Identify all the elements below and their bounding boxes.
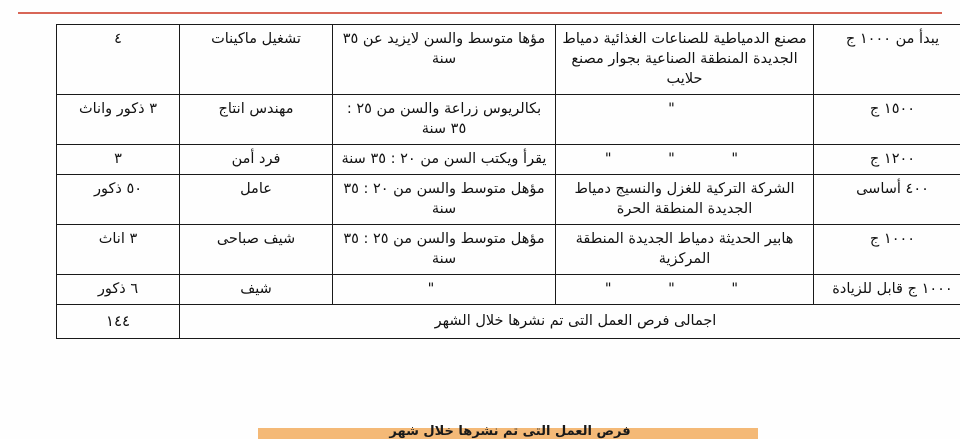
cell-conditions: مؤهل متوسط والسن من ٢٥ : ٣٥ سنة — [333, 225, 556, 275]
top-red-rule — [18, 12, 942, 14]
cell-company: " " " — [556, 275, 814, 305]
total-count: ١٤٤ — [57, 305, 180, 339]
total-label: اجمالى فرص العمل التى تم نشرها خلال الشهر — [180, 305, 960, 339]
cell-salary: ١٥٠٠ ج — [814, 95, 960, 145]
cell-job-title: عامل — [180, 175, 333, 225]
cell-job-title: مهندس انتاج — [180, 95, 333, 145]
cell-conditions: " — [333, 275, 556, 305]
table-row — [57, 225, 960, 275]
cell-job-title: شيف — [180, 275, 333, 305]
cell-company: هابير الحديثة دمياط الجديدة المنطقة المركزية — [556, 225, 814, 275]
table-row — [57, 95, 960, 145]
cell-count: ٤ — [57, 25, 180, 95]
cell-company: " — [556, 95, 814, 145]
cell-company: مصنع الدمياطية للصناعات الغذائية دمياط الجديدة المنطقة الصناعية بجوار مصنع حلايب — [556, 25, 814, 95]
table-row — [57, 25, 960, 95]
cell-salary: ١٠٠٠ ج — [814, 225, 960, 275]
cell-salary: ١٢٠٠ ج — [814, 145, 960, 175]
cell-company: " " " — [556, 145, 814, 175]
cell-count: ٣ — [57, 145, 180, 175]
cell-conditions: مؤها متوسط والسن لايزيد عن ٣٥ سنة — [333, 25, 556, 95]
cell-conditions: مؤهل متوسط والسن من ٢٠ : ٣٥ سنة — [333, 175, 556, 225]
cell-count: ٦ ذكور — [57, 275, 180, 305]
table-total-row — [57, 305, 960, 339]
cell-salary: ٤٠٠ أساسى — [814, 175, 960, 225]
cell-count: ٣ اناث — [57, 225, 180, 275]
job-vacancies-table — [56, 24, 960, 339]
cell-conditions: بكالريوس زراعة والسن من ٢٥ : ٣٥ سنة — [333, 95, 556, 145]
cell-salary: يبدأ من ١٠٠٠ ج — [814, 25, 960, 95]
table-row — [57, 175, 960, 225]
table-row — [57, 275, 960, 305]
table-row — [57, 145, 960, 175]
cell-job-title: فرد أمن — [180, 145, 333, 175]
cell-conditions: يقرأ ويكتب السن من ٢٠ : ٣٥ سنة — [333, 145, 556, 175]
cell-salary: ١٠٠٠ ج قابل للزيادة — [814, 275, 960, 305]
cell-count: ٣ ذكور واناث — [57, 95, 180, 145]
cell-company: الشركة التركية للغزل والنسيج دمياط الجديدة المنطقة الحرة — [556, 175, 814, 225]
footer-note: فرص العمل التى تم نشرها خلال شهر — [389, 424, 631, 439]
cell-job-title: شيف صباحى — [180, 225, 333, 275]
cell-job-title: تشغيل ماكينات — [180, 25, 333, 95]
cell-count: ٥٠ ذكور — [57, 175, 180, 225]
